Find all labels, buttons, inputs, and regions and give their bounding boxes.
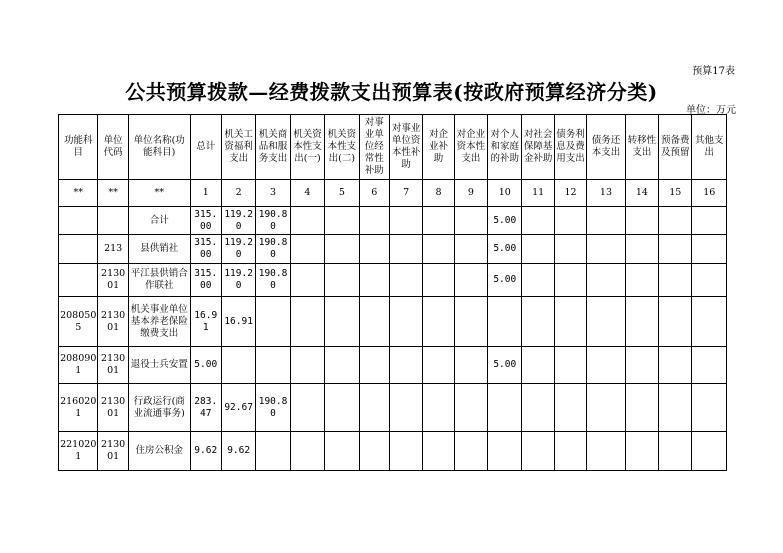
table-cell [359,347,389,384]
table-cell [325,297,359,347]
table-cell: 10 [488,180,522,207]
table-row [59,297,727,347]
header-cell: 机关工资福利支出 [221,115,255,180]
header-cell: 机关资本性支出(一) [290,115,324,180]
table-cell: 16.91 [190,297,221,347]
table-row [59,235,727,264]
table-cell: 119.20 [221,264,255,297]
table-cell [389,235,422,264]
table-row [59,347,727,384]
table-cell [359,264,389,297]
table-cell [554,384,586,432]
table-cell [423,347,454,384]
table-cell: 190.80 [256,264,290,297]
table-row [59,432,727,471]
table-cell [389,297,422,347]
table-cell: 5.00 [488,207,522,235]
header-cell: 对事业单位资本性补助 [389,115,422,180]
table-cell: 2210201 [59,432,98,471]
table-cell [587,207,625,235]
table-cell [522,235,554,264]
table-row [59,264,727,297]
table-cell: 合计 [128,207,190,235]
table-cell [625,347,658,384]
table-cell: 315.00 [190,207,221,235]
table-cell [659,207,692,235]
table-cell: 190.80 [256,235,290,264]
table-cell: 5.00 [488,235,522,264]
table-cell [59,235,98,264]
table-row [59,384,727,432]
header-cell: 单位名称(功能科目) [128,115,190,180]
table-cell: 3 [256,180,290,207]
document-title: 公共预算拨款—经费拨款支出预算表(按政府预算经济分类) [125,80,658,104]
table-cell: 2080901 [59,347,98,384]
table-cell: 5 [325,180,359,207]
table-cell [325,264,359,297]
table-cell [522,347,554,384]
table-cell [325,235,359,264]
table-cell: 1 [190,180,221,207]
header-cell: 总计 [190,115,221,180]
table-cell [625,432,658,471]
table-cell [587,384,625,432]
table-cell [423,264,454,297]
table-cell [625,207,658,235]
table-cell [488,432,522,471]
table-cell: 315.00 [190,264,221,297]
table-cell [659,384,692,432]
table-cell [554,297,586,347]
column-index-row [59,180,727,207]
table-cell [389,432,422,471]
table-cell [98,207,128,235]
table-cell: 213001 [98,347,128,384]
table-cell: 2080505 [59,297,98,347]
table-cell [389,347,422,384]
table-cell [359,207,389,235]
table-cell [359,432,389,471]
header-cell: 债务还本支出 [587,115,625,180]
header-cell: 对企业补助 [423,115,454,180]
table-cell: 13 [587,180,625,207]
table-cell: 12 [554,180,586,207]
table-cell [625,384,658,432]
table-cell [554,432,586,471]
table-cell: 退役士兵安置 [128,347,190,384]
table-cell [692,235,727,264]
table-cell [59,207,98,235]
table-cell [423,384,454,432]
table-cell [423,235,454,264]
table-cell [454,347,487,384]
table-cell [659,347,692,384]
table-cell [290,264,324,297]
header-cell: 机关资本性支出(二) [325,115,359,180]
table-cell [389,207,422,235]
header-cell: 其他支出 [692,115,727,180]
table-cell: 5.00 [488,264,522,297]
header-cell: 债务利息及费用支出 [554,115,586,180]
table-cell: 平江县供销合作联社 [128,264,190,297]
table-cell [256,297,290,347]
table-cell [522,207,554,235]
table-cell [290,297,324,347]
table-cell: 7 [389,180,422,207]
table-cell [692,384,727,432]
header-cell: 对事业单位经常性补助 [359,115,389,180]
table-cell [554,264,586,297]
table-cell: 6 [359,180,389,207]
table-cell [325,207,359,235]
unit-label: 单位：万元 [686,105,736,116]
table-cell [423,297,454,347]
table-cell [325,384,359,432]
table-cell [659,264,692,297]
header-row [59,115,727,180]
table-cell [587,264,625,297]
header-cell: 对个人和家庭的补助 [488,115,522,180]
table-cell [587,432,625,471]
table-cell [522,297,554,347]
table-cell [625,264,658,297]
table-cell [454,235,487,264]
table-cell: 119.20 [221,207,255,235]
table-cell: 16.91 [221,297,255,347]
table-cell [454,432,487,471]
header-cell: 预备费及预留 [659,115,692,180]
table-cell: 县供销社 [128,235,190,264]
table-cell: 213001 [98,264,128,297]
table-cell: 9 [454,180,487,207]
table-cell [454,384,487,432]
table-cell [659,432,692,471]
table-cell: 190.80 [256,207,290,235]
table-cell: 213001 [98,297,128,347]
table-cell: 119.20 [221,235,255,264]
table-cell: 283.47 [190,384,221,432]
table-cell: 9.62 [221,432,255,471]
header-cell: 对企业资本性支出 [454,115,487,180]
table-cell [359,384,389,432]
table-cell: 5.00 [488,347,522,384]
table-cell [554,235,586,264]
table-cell [488,297,522,347]
table-cell [692,432,727,471]
table-cell: ** [98,180,128,207]
table-cell: 机关事业单位基本养老保险缴费支出 [128,297,190,347]
table-cell: 213 [98,235,128,264]
table-cell: 8 [423,180,454,207]
table-cell: 213001 [98,384,128,432]
table-cell: 2 [221,180,255,207]
table-cell: 15 [659,180,692,207]
table-cell [522,384,554,432]
table-cell: 190.80 [256,384,290,432]
table-cell [290,235,324,264]
table-cell [692,297,727,347]
table-cell: 213001 [98,432,128,471]
table-cell [522,432,554,471]
table-cell [290,384,324,432]
table-cell [692,347,727,384]
table-cell [454,207,487,235]
table-cell [256,432,290,471]
header-cell: 功能科目 [59,115,98,180]
table-cell: 92.67 [221,384,255,432]
table-cell [389,264,422,297]
header-cell: 转移性支出 [625,115,658,180]
table-cell [587,235,625,264]
table-cell [587,347,625,384]
table-cell [256,347,290,384]
table-cell [325,347,359,384]
table-cell [359,297,389,347]
table-number: 预算17表 [692,66,735,77]
table-cell [692,264,727,297]
table-cell [659,297,692,347]
table-cell: 16 [692,180,727,207]
table-cell [423,432,454,471]
header-cell: 对社会保障基金补助 [522,115,554,180]
table-cell [290,432,324,471]
table-cell [59,264,98,297]
table-cell [359,235,389,264]
table-cell: 11 [522,180,554,207]
table-cell: 14 [625,180,658,207]
table-cell: 住房公积金 [128,432,190,471]
header-cell: 单位代码 [98,115,128,180]
table-cell [659,235,692,264]
table-cell: 2160201 [59,384,98,432]
budget-table [58,114,727,471]
table-cell: 4 [290,180,324,207]
table-cell [522,264,554,297]
table-cell [290,347,324,384]
table-cell [554,207,586,235]
table-cell: ** [128,180,190,207]
table-cell [488,384,522,432]
table-cell [325,432,359,471]
table-cell [389,384,422,432]
table-cell [625,235,658,264]
table-cell [587,297,625,347]
table-cell [554,347,586,384]
header-cell: 机关商品和服务支出 [256,115,290,180]
table-row [59,207,727,235]
table-cell: 315.00 [190,235,221,264]
table-cell: 5.00 [190,347,221,384]
table-cell: 行政运行(商业流通事务) [128,384,190,432]
table-cell [423,207,454,235]
table-cell [290,207,324,235]
table-cell [454,297,487,347]
table-cell: 9.62 [190,432,221,471]
table-cell [454,264,487,297]
table-cell [625,297,658,347]
table-cell [692,207,727,235]
table-cell [221,347,255,384]
table-cell: ** [59,180,98,207]
